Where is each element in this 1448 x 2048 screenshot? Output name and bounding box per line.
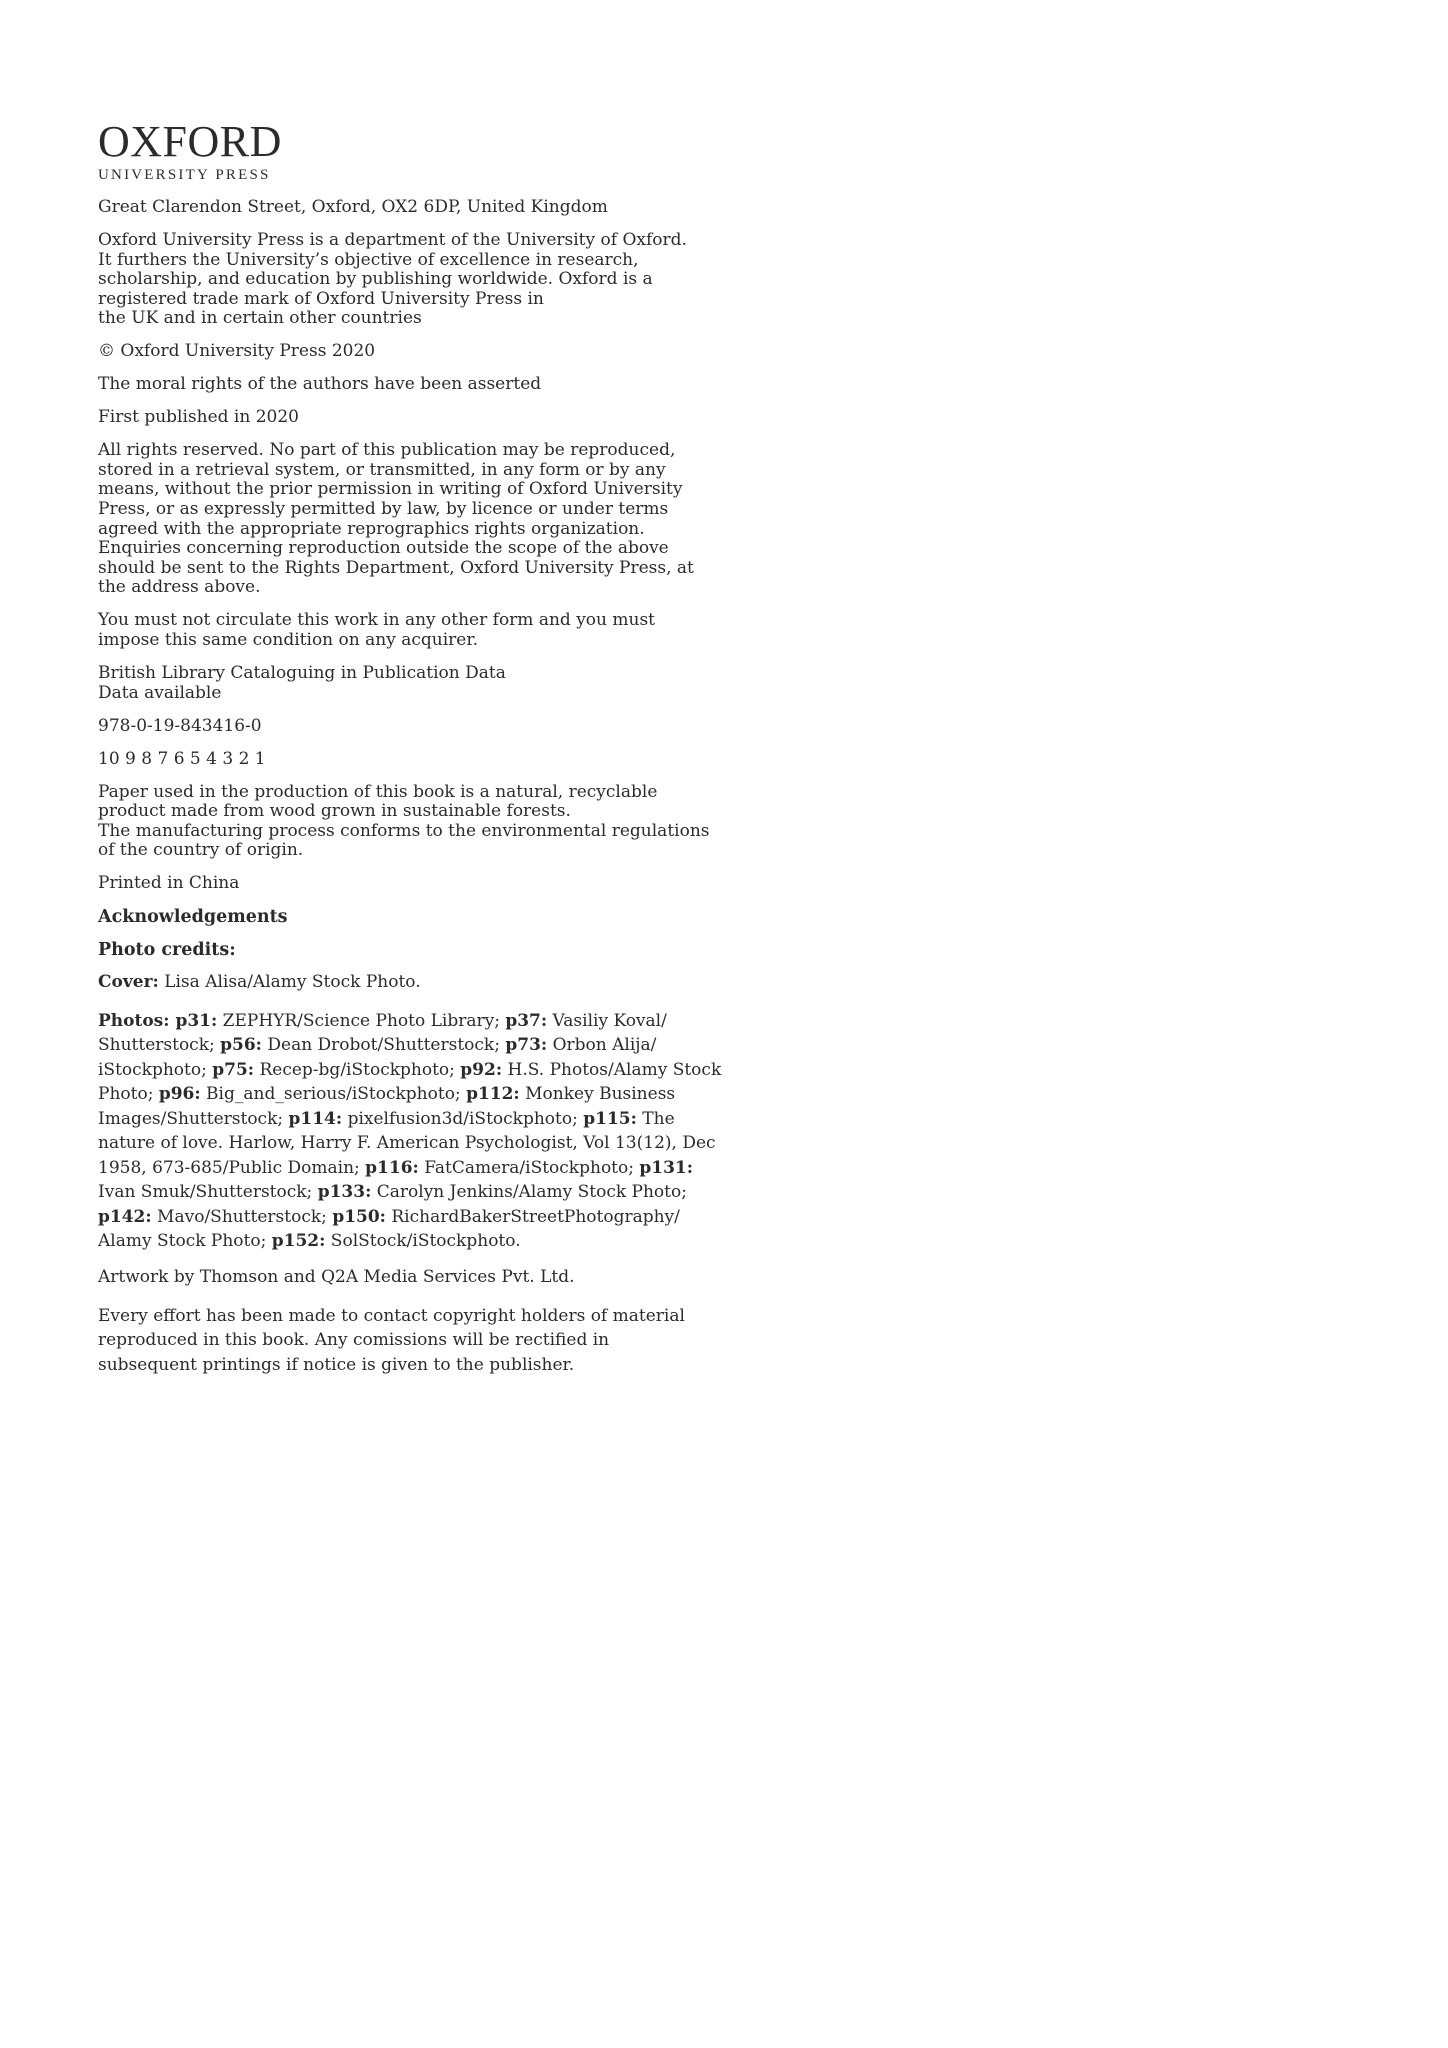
credit-page-ref: p133: <box>317 1182 372 1203</box>
cover-text: Lisa Alisa/Alamy Stock Photo. <box>158 972 421 993</box>
oxford-logo <box>98 117 718 184</box>
credit-source: pixelfusion3d/iStockphoto; <box>342 1108 584 1129</box>
credit-source: iStockphoto; <box>98 1059 213 1080</box>
credit-page-ref: p116: <box>365 1157 419 1178</box>
credit-source: Shutterstock; <box>98 1035 221 1056</box>
text-line: of the country of origin. <box>98 840 304 861</box>
text-line: The manufacturing process conforms to the environmental regulations <box>98 820 710 841</box>
text-line: reproduced in this book. Any comissions will be rectified in <box>98 1330 610 1350</box>
text-line: You must not circulate this work in any other form and you must <box>98 610 656 631</box>
text-line: product made from wood grown in sustainable forests. <box>98 801 571 822</box>
credit-source: Recep-bg/iStockphoto; <box>254 1059 461 1080</box>
credit-line <box>98 1009 718 1034</box>
credit-page-ref: p37: <box>505 1010 548 1031</box>
text-line: scholarship, and education by publishing worldwide. Oxford is a <box>98 269 653 290</box>
credit-source: ZEPHYR/Science Photo Library; <box>217 1010 506 1031</box>
credit-page-ref: p75: <box>212 1059 255 1080</box>
credit-line <box>98 1058 722 1083</box>
credit-source: Images/Shutterstock; <box>98 1108 289 1129</box>
credit-source: Mavo/Shutterstock; <box>151 1206 333 1227</box>
text-line: the address above. <box>98 577 261 598</box>
text-line: Press, or as expressly permitted by law, by licence or under terms <box>98 499 669 520</box>
credit-source: The <box>636 1108 675 1129</box>
moral-rights: The moral rights of the authors have been asserted <box>98 374 542 395</box>
cataloguing-data <box>98 664 718 703</box>
credit-page-ref: p131: <box>639 1157 694 1178</box>
credit-page-ref: p115: <box>583 1108 637 1129</box>
photo-credits-heading: Photo credits: <box>98 940 236 961</box>
credit-source: H.S. Photos/Alamy Stock <box>502 1059 722 1080</box>
logo-wordmark: OXFORD <box>98 117 282 166</box>
copyright-notice: © Oxford University Press 2020 <box>98 341 376 362</box>
text-line: subsequent printings if notice is given to the publisher. <box>98 1354 575 1375</box>
credit-line <box>98 1107 718 1132</box>
credit-source: Dean Drobot/Shutterstock; <box>261 1035 506 1056</box>
credit-source: Monkey Business <box>519 1084 676 1105</box>
credit-source: Vasiliy Koval/ <box>547 1010 667 1031</box>
about-paragraph <box>98 231 718 329</box>
text-line: should be sent to the Rights Department, Oxford University Press, at <box>98 557 694 578</box>
text-line: Paper used in the production of this book is a natural, recyclable <box>98 781 658 802</box>
copyright-effort-notice <box>98 1304 718 1378</box>
credit-source: Photo; <box>98 1084 159 1105</box>
credit-source: FatCamera/iStockphoto; <box>418 1157 640 1178</box>
text-line: All rights reserved. No part of this publication may be reproduced, <box>98 440 676 461</box>
text-line: British Library Cataloguing in Publication Data <box>98 663 506 684</box>
rights-paragraph <box>98 441 718 598</box>
acknowledgements-heading: Acknowledgements <box>98 907 288 928</box>
text-line: Every effort has been made to contact copyright holders of material <box>98 1305 685 1326</box>
text-line: Data available <box>98 682 222 703</box>
printing-line: 10 9 8 7 6 5 4 3 2 1 <box>98 748 266 769</box>
credit-line <box>98 1156 718 1181</box>
logo-subtitle: UNIVERSITY PRESS <box>98 167 271 183</box>
text-line: Oxford University Press is a department of the University of Oxford. <box>98 229 687 250</box>
credit-page-ref: Photos: p31: <box>98 1010 218 1031</box>
credit-source: Alamy Stock Photo; <box>98 1231 272 1252</box>
credit-line <box>98 1180 718 1205</box>
circulation-paragraph <box>98 611 718 650</box>
credit-page-ref: p73: <box>505 1035 548 1056</box>
text-line: agreed with the appropriate reprographics rights organization. <box>98 518 645 539</box>
credit-source: SolStock/iStockphoto. <box>325 1231 521 1252</box>
credit-source: Carolyn Jenkins/Alamy Stock Photo; <box>371 1182 687 1203</box>
text-line: It furthers the University’s objective of excellence in research, <box>98 249 639 270</box>
credit-line <box>98 1033 718 1058</box>
printed-in: Printed in China <box>98 873 240 894</box>
credit-line <box>98 1082 718 1107</box>
credit-page-ref: p142: <box>98 1206 152 1227</box>
text-line: impose this same condition on any acquirer. <box>98 630 478 651</box>
credit-source: Orbon Alija/ <box>547 1035 657 1056</box>
credit-source: 1958, 673-685/Public Domain; <box>98 1157 366 1178</box>
artwork-credit: Artwork by Thomson and Q2A Media Services Pvt. Ltd. <box>98 1266 575 1287</box>
cover-label: Cover: <box>98 972 159 993</box>
credit-line <box>98 1131 718 1156</box>
credit-source: Ivan Smuk/Shutterstock; <box>98 1182 318 1203</box>
first-published: First published in 2020 <box>98 407 299 428</box>
paper-paragraph <box>98 783 718 861</box>
credit-page-ref: p150: <box>332 1206 386 1227</box>
text-line: the UK and in certain other countries <box>98 308 422 329</box>
text-line: registered trade mark of Oxford University Press in <box>98 288 544 309</box>
credit-source: nature of love. Harlow, Harry F. American Psychologist, Vol 13(12), Dec <box>98 1133 716 1154</box>
credit-page-ref: p114: <box>288 1108 343 1129</box>
imprint-column <box>98 117 722 1391</box>
cover-credit <box>98 973 718 993</box>
credit-line <box>98 1229 718 1254</box>
text-line: stored in a retrieval system, or transmitted, in any form or by any <box>98 459 666 480</box>
credit-page-ref: p152: <box>271 1231 326 1252</box>
text-line: means, without the prior permission in writing of Oxford University <box>98 479 683 500</box>
credit-page-ref: p96: <box>158 1084 201 1105</box>
credit-source: Big_and_serious/iStockphoto; <box>200 1084 467 1105</box>
publisher-address: Great Clarendon Street, Oxford, OX2 6DP, United Kingdom <box>98 197 608 217</box>
credit-page-ref: p56: <box>220 1035 262 1056</box>
credit-line <box>98 1205 718 1230</box>
photo-credits-list <box>98 1009 722 1254</box>
isbn: 978-0-19-843416-0 <box>98 715 262 736</box>
credit-page-ref: p112: <box>466 1084 520 1105</box>
credit-source: RichardBakerStreetPhotography/ <box>385 1206 680 1227</box>
text-line: Enquiries concerning reproduction outside the scope of the above <box>98 538 669 559</box>
credit-page-ref: p92: <box>460 1059 503 1080</box>
